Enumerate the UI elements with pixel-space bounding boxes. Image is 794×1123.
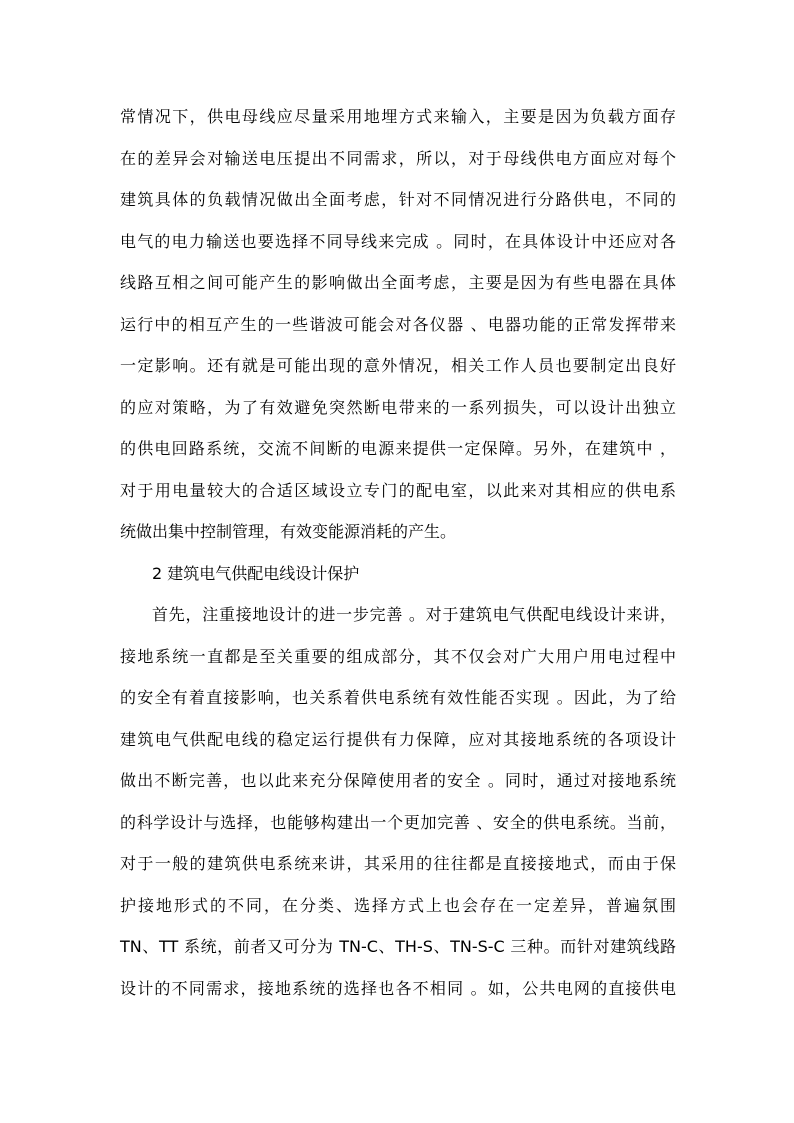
- body-text-line: 在的差异会对输送电压提出不同需求，所以，对于母线供电方面应对每个: [120, 149, 676, 168]
- body-text-line: 接地系统一直都是至关重要的组成部分，其不仅会对广大用户用电过程中: [120, 647, 676, 666]
- body-text-line: 的供电回路系统，交流不间断的电源来提供一定保障。另外，在建筑中 ，: [120, 439, 676, 458]
- body-text-line: 护接地形式的不同，在分类、选择方式上也会存在一定差异，普遍氛围: [120, 896, 676, 915]
- body-text-line: 做出不断完善，也以此来充分保障使用者的安全 。同时，通过对接地系统: [120, 771, 676, 790]
- body-text-line: 电气的电力输送也要选择不同导线来完成 。同时，在具体设计中还应对各: [120, 232, 676, 251]
- body-text-line: 常情况下，供电母线应尽量采用地埋方式来输入，主要是因为负载方面存: [120, 107, 676, 126]
- body-text-line: TN、TT 系统，前者又可分为 TN-C、TH-S、TN-S-C 三种。而针对建筑线路: [120, 937, 676, 956]
- body-text-line: 的安全有着直接影响，也关系着供电系统有效性能否实现 。因此，为了给: [120, 688, 676, 707]
- body-text-line: 线路互相之间可能产生的影响做出全面考虑，主要是因为有些电器在具体: [120, 273, 676, 292]
- body-text-line: 统做出集中控制管理，有效变能源消耗的产生。: [120, 522, 457, 541]
- body-text-line: 对于用电量较大的合适区域设立专门的配电室，以此来对其相应的供电系: [120, 481, 676, 500]
- body-text-line: 一定影响。还有就是可能出现的意外情况，相关工作人员也要制定出良好: [120, 356, 676, 375]
- body-text-line: 首先，注重接地设计的进一步完善 。对于建筑电气供配电线设计来讲，: [152, 605, 676, 624]
- body-text-line: 设计的不同需求，接地系统的选择也各不相同 。如，公共电网的直接供电: [120, 979, 676, 998]
- body-text-line: 运行中的相互产生的一些谐波可能会对各仪器 、电器功能的正常发挥带来: [120, 315, 676, 334]
- body-text-line: 建筑具体的负载情况做出全面考虑，针对不同情况进行分路供电，不同的: [120, 190, 676, 209]
- section-heading: 2 建筑电气供配电线设计保护: [152, 564, 360, 583]
- body-text-line: 对于一般的建筑供电系统来讲，其采用的往往都是直接接地式，而由于保: [120, 854, 676, 873]
- body-text-line: 的科学设计与选择，也能够构建出一个更加完善 、安全的供电系统。当前，: [120, 813, 676, 832]
- body-text-line: 的应对策略，为了有效避免突然断电带来的一系列损失，可以设计出独立: [120, 398, 676, 417]
- body-text-line: 建筑电气供配电线的稳定运行提供有力保障，应对其接地系统的各项设计: [120, 730, 676, 749]
